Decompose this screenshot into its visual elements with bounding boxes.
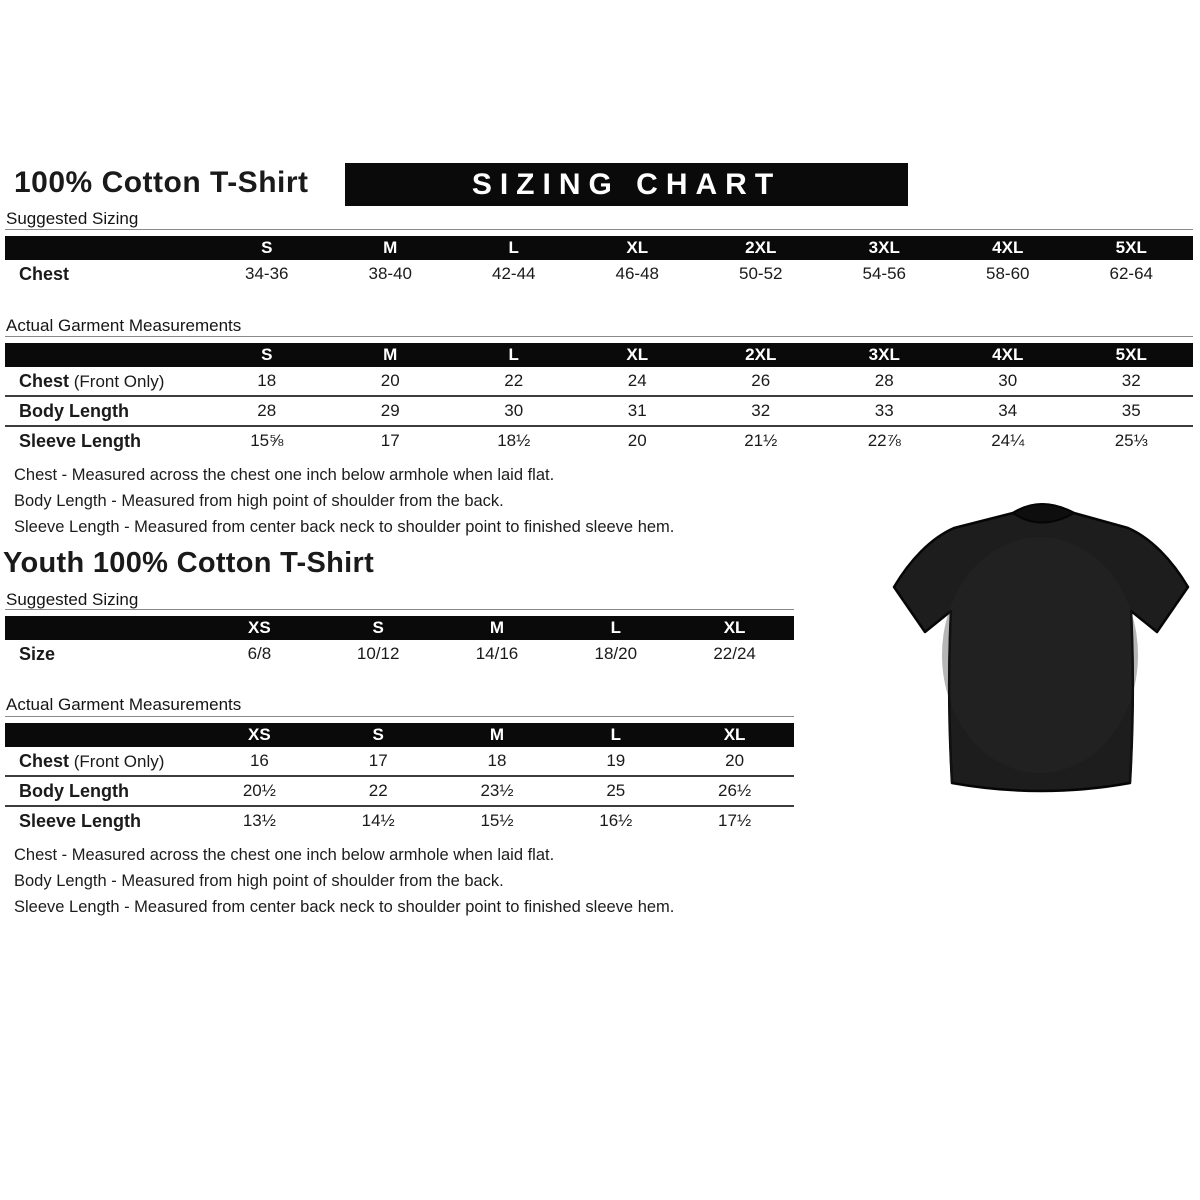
- row-label: Body Length: [19, 781, 129, 801]
- header-cell: S: [261, 238, 273, 257]
- header-cell: L: [508, 345, 519, 364]
- table-row: [5, 775, 794, 805]
- table-row: [5, 260, 1193, 288]
- table-cell: 34-36: [245, 264, 289, 283]
- adult-suggested-sizing-label: Suggested Sizing: [6, 209, 139, 228]
- youth-section-title: Youth 100% Cotton T-Shirt: [3, 547, 375, 579]
- header-cell: S: [372, 618, 384, 637]
- youth-actual-measurements-label: Actual Garment Measurements: [6, 695, 242, 714]
- header-cell: L: [610, 618, 621, 637]
- header-cell-blank: [5, 723, 200, 747]
- adult-measurement-notes: [14, 462, 674, 540]
- table-cell: 58-60: [986, 264, 1030, 283]
- header-cell-blank: [5, 616, 200, 640]
- table-cell: 22/24: [713, 644, 756, 663]
- header-cell: 2XL: [745, 345, 777, 364]
- table-cell: 18: [487, 751, 507, 770]
- table-cell: 14½: [361, 811, 395, 830]
- table-cell: 18½: [497, 431, 531, 450]
- header-cell: XL: [723, 725, 746, 744]
- sizing-chart-banner: [345, 163, 908, 206]
- table-cell: 24: [627, 371, 647, 390]
- page-title: 100% Cotton T-Shirt: [14, 166, 309, 199]
- table-cell: 26½: [718, 781, 752, 800]
- header-cell: XL: [626, 345, 649, 364]
- table-cell: 42-44: [492, 264, 536, 283]
- table-cell: 32: [751, 401, 771, 420]
- row-label: Chest: [19, 264, 70, 284]
- table-cell: 15½: [480, 811, 514, 830]
- table-row: [5, 640, 794, 668]
- header-cell-blank: [5, 236, 205, 260]
- adult-actual-header-row: [5, 343, 1193, 367]
- table-cell: 30: [504, 401, 524, 420]
- table-cell: 28: [874, 371, 894, 390]
- table-cell: 30: [998, 371, 1018, 390]
- table-row: [5, 367, 1193, 395]
- adult-actual-measurements-label: Actual Garment Measurements: [6, 316, 242, 335]
- header-cell: L: [508, 238, 519, 257]
- header-cell: XS: [248, 618, 271, 637]
- table-cell: 14/16: [475, 644, 519, 663]
- table-cell: 25: [606, 781, 626, 800]
- row-label: Body Length: [19, 401, 129, 421]
- youth-suggested-table: [5, 609, 794, 668]
- table-cell: 22: [368, 781, 388, 800]
- table-row: [5, 395, 1193, 425]
- table-cell: 33: [874, 401, 894, 420]
- table-cell: 10/12: [356, 644, 400, 663]
- youth-measurement-notes: [14, 842, 674, 920]
- youth-suggested-sizing-label: Suggested Sizing: [6, 590, 139, 609]
- youth-actual-header-row: [5, 723, 794, 747]
- note-line: Chest - Measured across the chest one inch below armhole when laid flat.: [14, 846, 555, 864]
- table-cell: 29: [380, 401, 400, 420]
- header-cell: L: [610, 725, 621, 744]
- note-line: Sleeve Length - Measured from center back neck to shoulder point to finished sleeve hem.: [14, 518, 675, 536]
- row-label: Chest (Front Only): [19, 751, 165, 771]
- header-cell: 3XL: [868, 345, 900, 364]
- table-cell: 16: [249, 751, 269, 770]
- table-row: [5, 425, 1193, 455]
- table-cell: 15⅝: [250, 431, 284, 450]
- table-cell: 22⅞: [867, 431, 901, 450]
- table-row: [5, 805, 794, 835]
- youth-suggested-header-row: [5, 616, 794, 640]
- header-cell: 2XL: [745, 238, 777, 257]
- header-cell: 3XL: [868, 238, 900, 257]
- table-cell: 16½: [599, 811, 633, 830]
- tshirt-highlight: [942, 537, 1138, 773]
- sizing-chart-banner-label: SIZING CHART: [471, 167, 782, 201]
- table-cell: 31: [627, 401, 647, 420]
- header-cell: 5XL: [1115, 238, 1147, 257]
- table-cell: 35: [1121, 401, 1141, 420]
- table-cell: 13½: [242, 811, 276, 830]
- table-cell: 46-48: [615, 264, 659, 283]
- header-cell: 4XL: [992, 345, 1024, 364]
- header-cell: S: [372, 725, 384, 744]
- table-cell: 28: [257, 401, 277, 420]
- table-cell: 6/8: [247, 644, 272, 663]
- table-cell: 26: [751, 371, 771, 390]
- note-line: Sleeve Length - Measured from center back neck to shoulder point to finished sleeve hem.: [14, 898, 675, 916]
- header-cell: M: [383, 345, 398, 364]
- table-row: [5, 747, 794, 775]
- table-cell: 54-56: [862, 264, 906, 283]
- header-cell: S: [261, 345, 273, 364]
- table-cell: 20½: [242, 781, 276, 800]
- adult-suggested-header-row: [5, 236, 1193, 260]
- table-cell: 32: [1121, 371, 1141, 390]
- note-line: Body Length - Measured from high point of shoulder from the back.: [14, 492, 504, 510]
- adult-actual-table: [5, 336, 1193, 455]
- header-cell: 5XL: [1115, 345, 1147, 364]
- header-cell-blank: [5, 343, 205, 367]
- table-cell: 25⅓: [1114, 431, 1148, 450]
- table-cell: 17: [380, 431, 400, 450]
- table-cell: 23½: [480, 781, 514, 800]
- table-cell: 18/20: [594, 644, 638, 663]
- note-line: Body Length - Measured from high point of shoulder from the back.: [14, 872, 504, 890]
- row-label: Chest (Front Only): [19, 371, 165, 391]
- table-cell: 20: [380, 371, 400, 390]
- header-cell: 4XL: [992, 238, 1024, 257]
- table-cell: 17: [368, 751, 388, 770]
- table-cell: 50-52: [739, 264, 783, 283]
- header-cell: XL: [626, 238, 649, 257]
- table-cell: 38-40: [368, 264, 412, 283]
- table-cell: 62-64: [1109, 264, 1153, 283]
- row-label: Size: [19, 644, 56, 664]
- youth-actual-table: [5, 716, 794, 835]
- table-cell: 20: [627, 431, 647, 450]
- header-cell: M: [489, 618, 505, 637]
- table-cell: 17½: [718, 811, 752, 830]
- table-cell: 21½: [744, 431, 778, 450]
- header-cell: M: [383, 238, 398, 257]
- table-cell: 22: [504, 371, 524, 390]
- row-label: Sleeve Length: [19, 431, 142, 451]
- table-cell: 24¼: [991, 431, 1025, 450]
- table-cell: 19: [606, 751, 626, 770]
- table-cell: 20: [725, 751, 745, 770]
- tshirt-image: [888, 480, 1196, 808]
- note-line: Chest - Measured across the chest one inch below armhole when laid flat.: [14, 466, 555, 484]
- header-cell: XL: [723, 618, 746, 637]
- adult-suggested-table: [5, 229, 1193, 288]
- table-cell: 34: [998, 401, 1018, 420]
- header-cell: XS: [248, 725, 271, 744]
- header-cell: M: [489, 725, 505, 744]
- row-label: Sleeve Length: [19, 811, 142, 831]
- table-cell: 18: [257, 371, 277, 390]
